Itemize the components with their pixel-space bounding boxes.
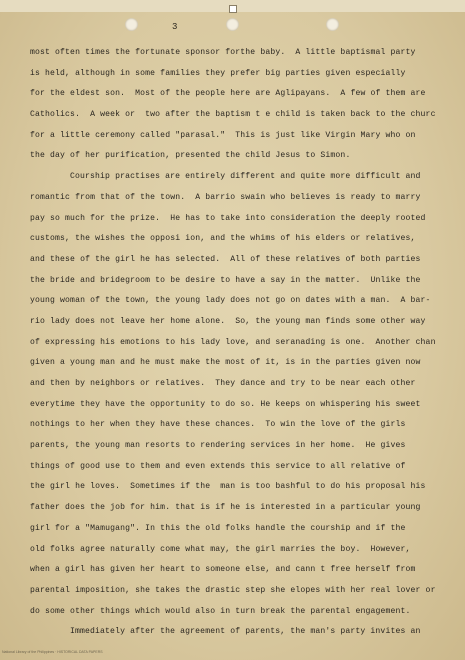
text-line: parental imposition, she takes the drastic step she elopes with her real lover or [30,585,436,595]
archive-footer: National Library of the Philippines · HISTORICAL DATA PAPERS [2,650,103,654]
body-text [30,43,450,643]
text-line: girl for a "Mamugang". In this the old folks handle the courship and if the [30,523,406,533]
punch-hole [226,18,239,31]
text-line: the day of her purification, presented the child Jesus to Simon. [30,151,351,161]
text-line: father does the job for him. that is if he is interested in a particular young [30,503,421,513]
punch-hole [125,18,138,31]
text-line: most often times the fortunate sponsor forthe baby. A little baptismal party [30,48,416,57]
text-line: nothings to her when they have these chances. To win the love of the girls [30,420,406,430]
scan-marker [229,5,237,13]
text-line: rio lady does not leave her home alone. So, the young man finds some other way [30,316,426,326]
page-number: 3 [172,22,178,32]
text-line: old folks agree naturally come what may, the girl marries the boy. However, [30,544,411,554]
paragraph-start-line: Courship practises are entirely different and quite more difficult and [70,172,421,182]
text-line: given a young man and he must make the most of it, is in the parties given now [30,358,421,368]
text-line: things of good use to them and even extends this service to all relative of [30,461,406,471]
text-line: everytime they have the opportunity to do so. He keeps on whispering his sweet [30,399,421,409]
text-line: Catholics. A week or two after the baptism t e child is taken back to the churc [30,110,436,120]
text-line: the bride and bridegroom to be desire to have a say in the matter. Unlike the [30,275,421,285]
text-line: pay so much for the prize. He has to take into consideration the deeply rooted [30,213,426,223]
text-line: customs, the wishes the opposi ion, and the whims of his elders or relatives, [30,234,416,244]
text-line: for the eldest son. Most of the people here are Aglipayans. A few of them are [30,89,426,99]
paragraph-start-line: Immediately after the agreement of parents, the man's party invites an [70,627,421,637]
text-line: and these of the girl he has selected. All of these relatives of both parties [30,254,421,264]
text-line: is held, although in some families they prefer big parties given especially [30,68,406,78]
text-line: and then by neighbors or relatives. They dance and try to be near each other [30,379,416,388]
text-line: young woman of the town, the young lady does not go on dates with a man. A bar- [30,296,431,306]
text-line: parents, the young man resorts to rendering services in her home. He gives [30,441,406,451]
text-line: when a girl has given her heart to someone else, and cann t free herself from [30,565,416,575]
text-line: do some other things which would also in turn break the parental engagement. [30,606,411,616]
text-line: of expressing his emotions to his lady love, and seranading is one. Another chan [30,337,436,347]
punch-hole [326,18,339,31]
text-line: romantic from that of the town. A barrio swain who believes is ready to marry [30,192,421,202]
text-line: the girl he loves. Sometimes if the man is too bashful to do his proposal his [30,482,426,492]
text-line: for a little ceremony called "parasal." This is just like Virgin Mary who on [30,130,416,140]
